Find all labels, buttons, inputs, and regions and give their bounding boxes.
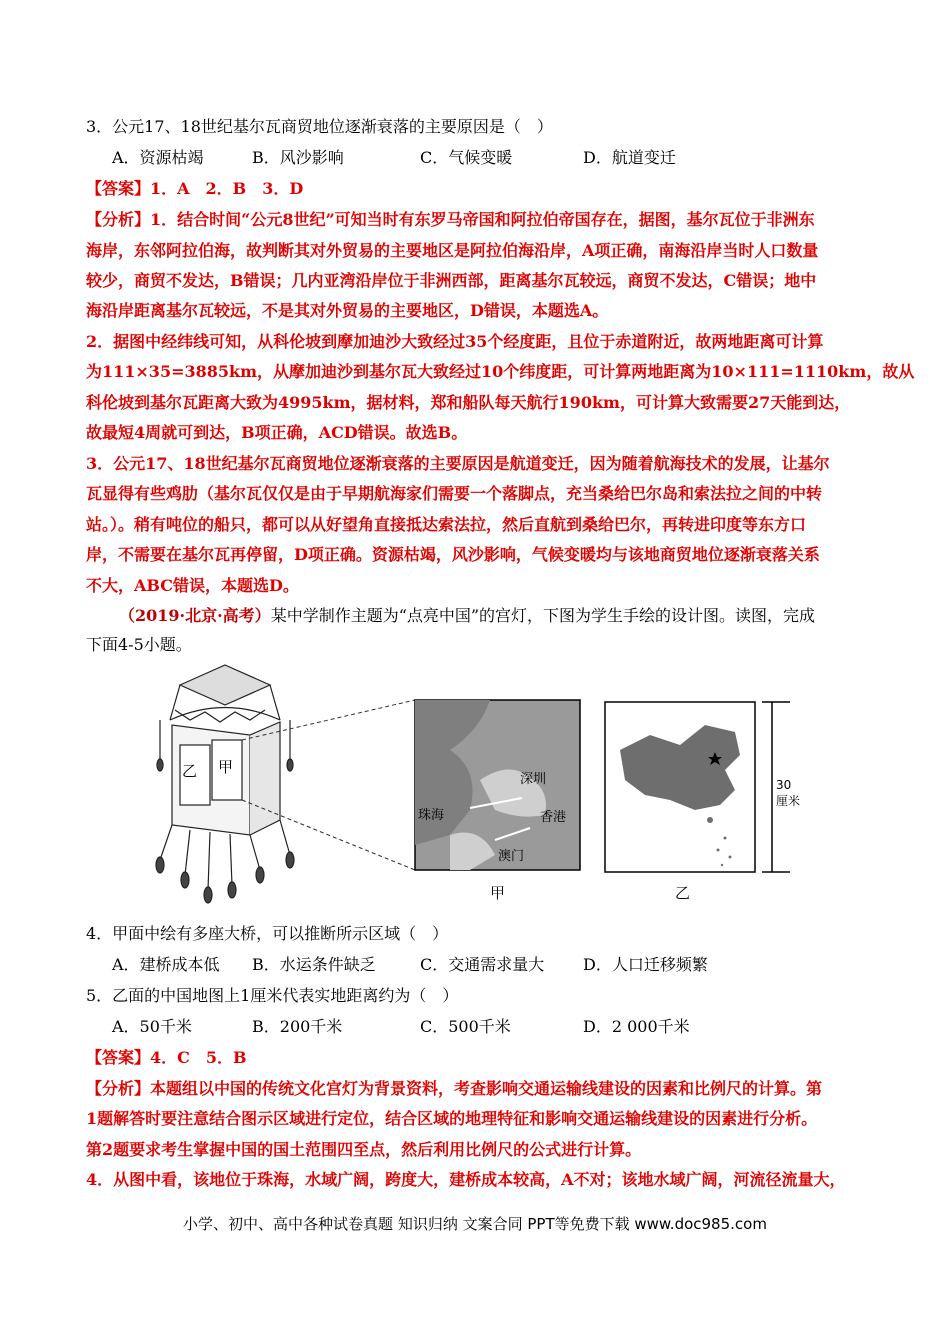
analysis-line: 2．据图中经纬线可知，从科伦坡到摩加迪沙大致经过35个经度距，且位于赤道附近，故两地距离可计算 [86,332,824,351]
analysis-line: 海沿岸距离基尔瓦较远，不是其对外贸易的主要地区，D错误，本题选A。 [86,301,609,320]
question-3-option-a: A．资源枯竭 [112,148,204,167]
analysis-line: 站。）。稍有吨位的船只，都可以从好望角直接抵达索法拉，然后直航到桑给巴尔，再转进印度等东方口 [86,515,807,534]
lantern-drawing [156,665,294,903]
analysis-line: 第2题要求考生掌握中国的国土范围四至点，然后利用比例尺的公式进行计算。 [86,1140,642,1159]
question-5-option-a: A．50千米 [112,1017,192,1036]
question-5-option-c: C．500千米 [420,1017,511,1036]
lantern-diagram [150,660,800,905]
map-label-macau: 澳门 [498,849,525,864]
lantern-figure [150,660,800,905]
intro-line-2: 下面4-5小题。 [86,635,192,654]
question-5-option-d: D．2 000千米 [583,1017,690,1036]
analysis-line: 4．从图中看，该地位于珠海，水域广阔，跨度大，建桥成本较高，A不对；该地水域广阔，河流径流量大， [86,1170,846,1189]
analysis-line: 科伦坡到基尔瓦距离大致为4995km，据材料，郑和船队每天航行190km，可计算大致需要27天能到达， [86,393,851,412]
question-3-stem: 3．公元17、18世纪基尔瓦商贸地位逐渐衰落的主要原因是（ ） [86,117,553,136]
analysis-line: 3．公元17、18世纪基尔瓦商贸地位逐渐衰落的主要原因是航道变迁，因为随着航海技术的发展，让基尔 [86,454,830,473]
caption-jia: 甲 [490,884,506,902]
question-4-option-c: C．交通需求量大 [420,955,545,974]
caption-yi: 乙 [675,884,691,902]
question-4-option-b: B．水运条件缺乏 [252,955,376,974]
analysis-line: 为111×35=3885km，从摩加迪沙到基尔瓦大致经过10个纬度距，可计算两地距离为10×111=1110km，故从 [86,362,915,381]
intro-line-1 [119,606,815,626]
analysis-line: 故最短4周就可到达，B项正确，ACD错误。故选B。 [86,423,468,442]
analysis-line: 不大，ABC错误，本题选D。 [86,576,299,595]
question-3-option-b: B．风沙影响 [252,148,344,167]
map-label-hongkong: 香港 [540,810,567,825]
question-4-stem: 4．甲面中绘有多座大桥，可以推断所示区域（ ） [86,924,449,943]
analysis-line: 【分析】1．结合时间“公元8世纪”可知当时有东罗马帝国和阿拉伯帝国存在，据图，基尔瓦位于非洲东 [86,210,815,229]
question-3-option-c: C．气候变暖 [420,148,513,167]
analysis-line: 瓦显得有些鸡肋（基尔瓦仅仅是由于早期航海家们需要一个落脚点，充当桑给巴尔岛和索法拉之间的中转 [86,484,823,503]
map-yi [605,702,790,872]
answer-block-2: 【答案】4．C 5．B [86,1048,247,1067]
analysis-line: 1题解答时要注意结合图示区域进行定位，结合区域的地理特征和影响交通运输线建设的因素进行分析。 [86,1109,818,1128]
intro-text: 某中学制作主题为“点亮中国”的宫灯，下图为学生手绘的设计图。读图，完成 [270,606,816,625]
lantern-face-yi: 乙 [182,762,198,780]
question-4-option-a: A．建桥成本低 [112,955,220,974]
answer-block-1: 【答案】1．A 2．B 3．D [86,179,304,198]
analysis-line: 岸，不需要在基尔瓦再停留，D项正确。资源枯竭，风沙影响，气候变暖均与该地商贸地位逐渐衰落关系 [86,545,820,564]
question-3-option-d: D．航道变迁 [583,148,676,167]
source-tag: （2019·北京·高考） [119,606,271,625]
analysis-line: 较少，商贸不发达，B错误；几内亚湾沿岸位于非洲西部，距离基尔瓦较远，商贸不发达，C错误；地中 [86,271,817,290]
height-label: 30厘米 [776,778,801,808]
lantern-face-jia: 甲 [218,758,234,776]
question-5-stem: 5．乙面的中国地图上1厘米代表实地距离约为（ ） [86,986,459,1005]
question-4-option-d: D．人口迁移频繁 [583,955,708,974]
map-label-zhuhai: 珠海 [418,808,445,823]
analysis-line: 海岸，东邻阿拉伯海，故判断其对外贸易的主要地区是阿拉伯海沿岸，A项正确，南海沿岸当时人口数量 [86,241,819,260]
analysis-line: 【分析】本题组以中国的传统文化宫灯为背景资料，考查影响交通运输线建设的因素和比例尺的计算。第 [86,1079,823,1098]
map-label-shenzhen: 深圳 [520,772,547,787]
question-5-option-b: B．200千米 [252,1017,343,1036]
page-footer: 小学、初中、高中各种试卷真题 知识归纳 文案合同 PPT等免费下载 www.doc985.com [183,1215,767,1233]
